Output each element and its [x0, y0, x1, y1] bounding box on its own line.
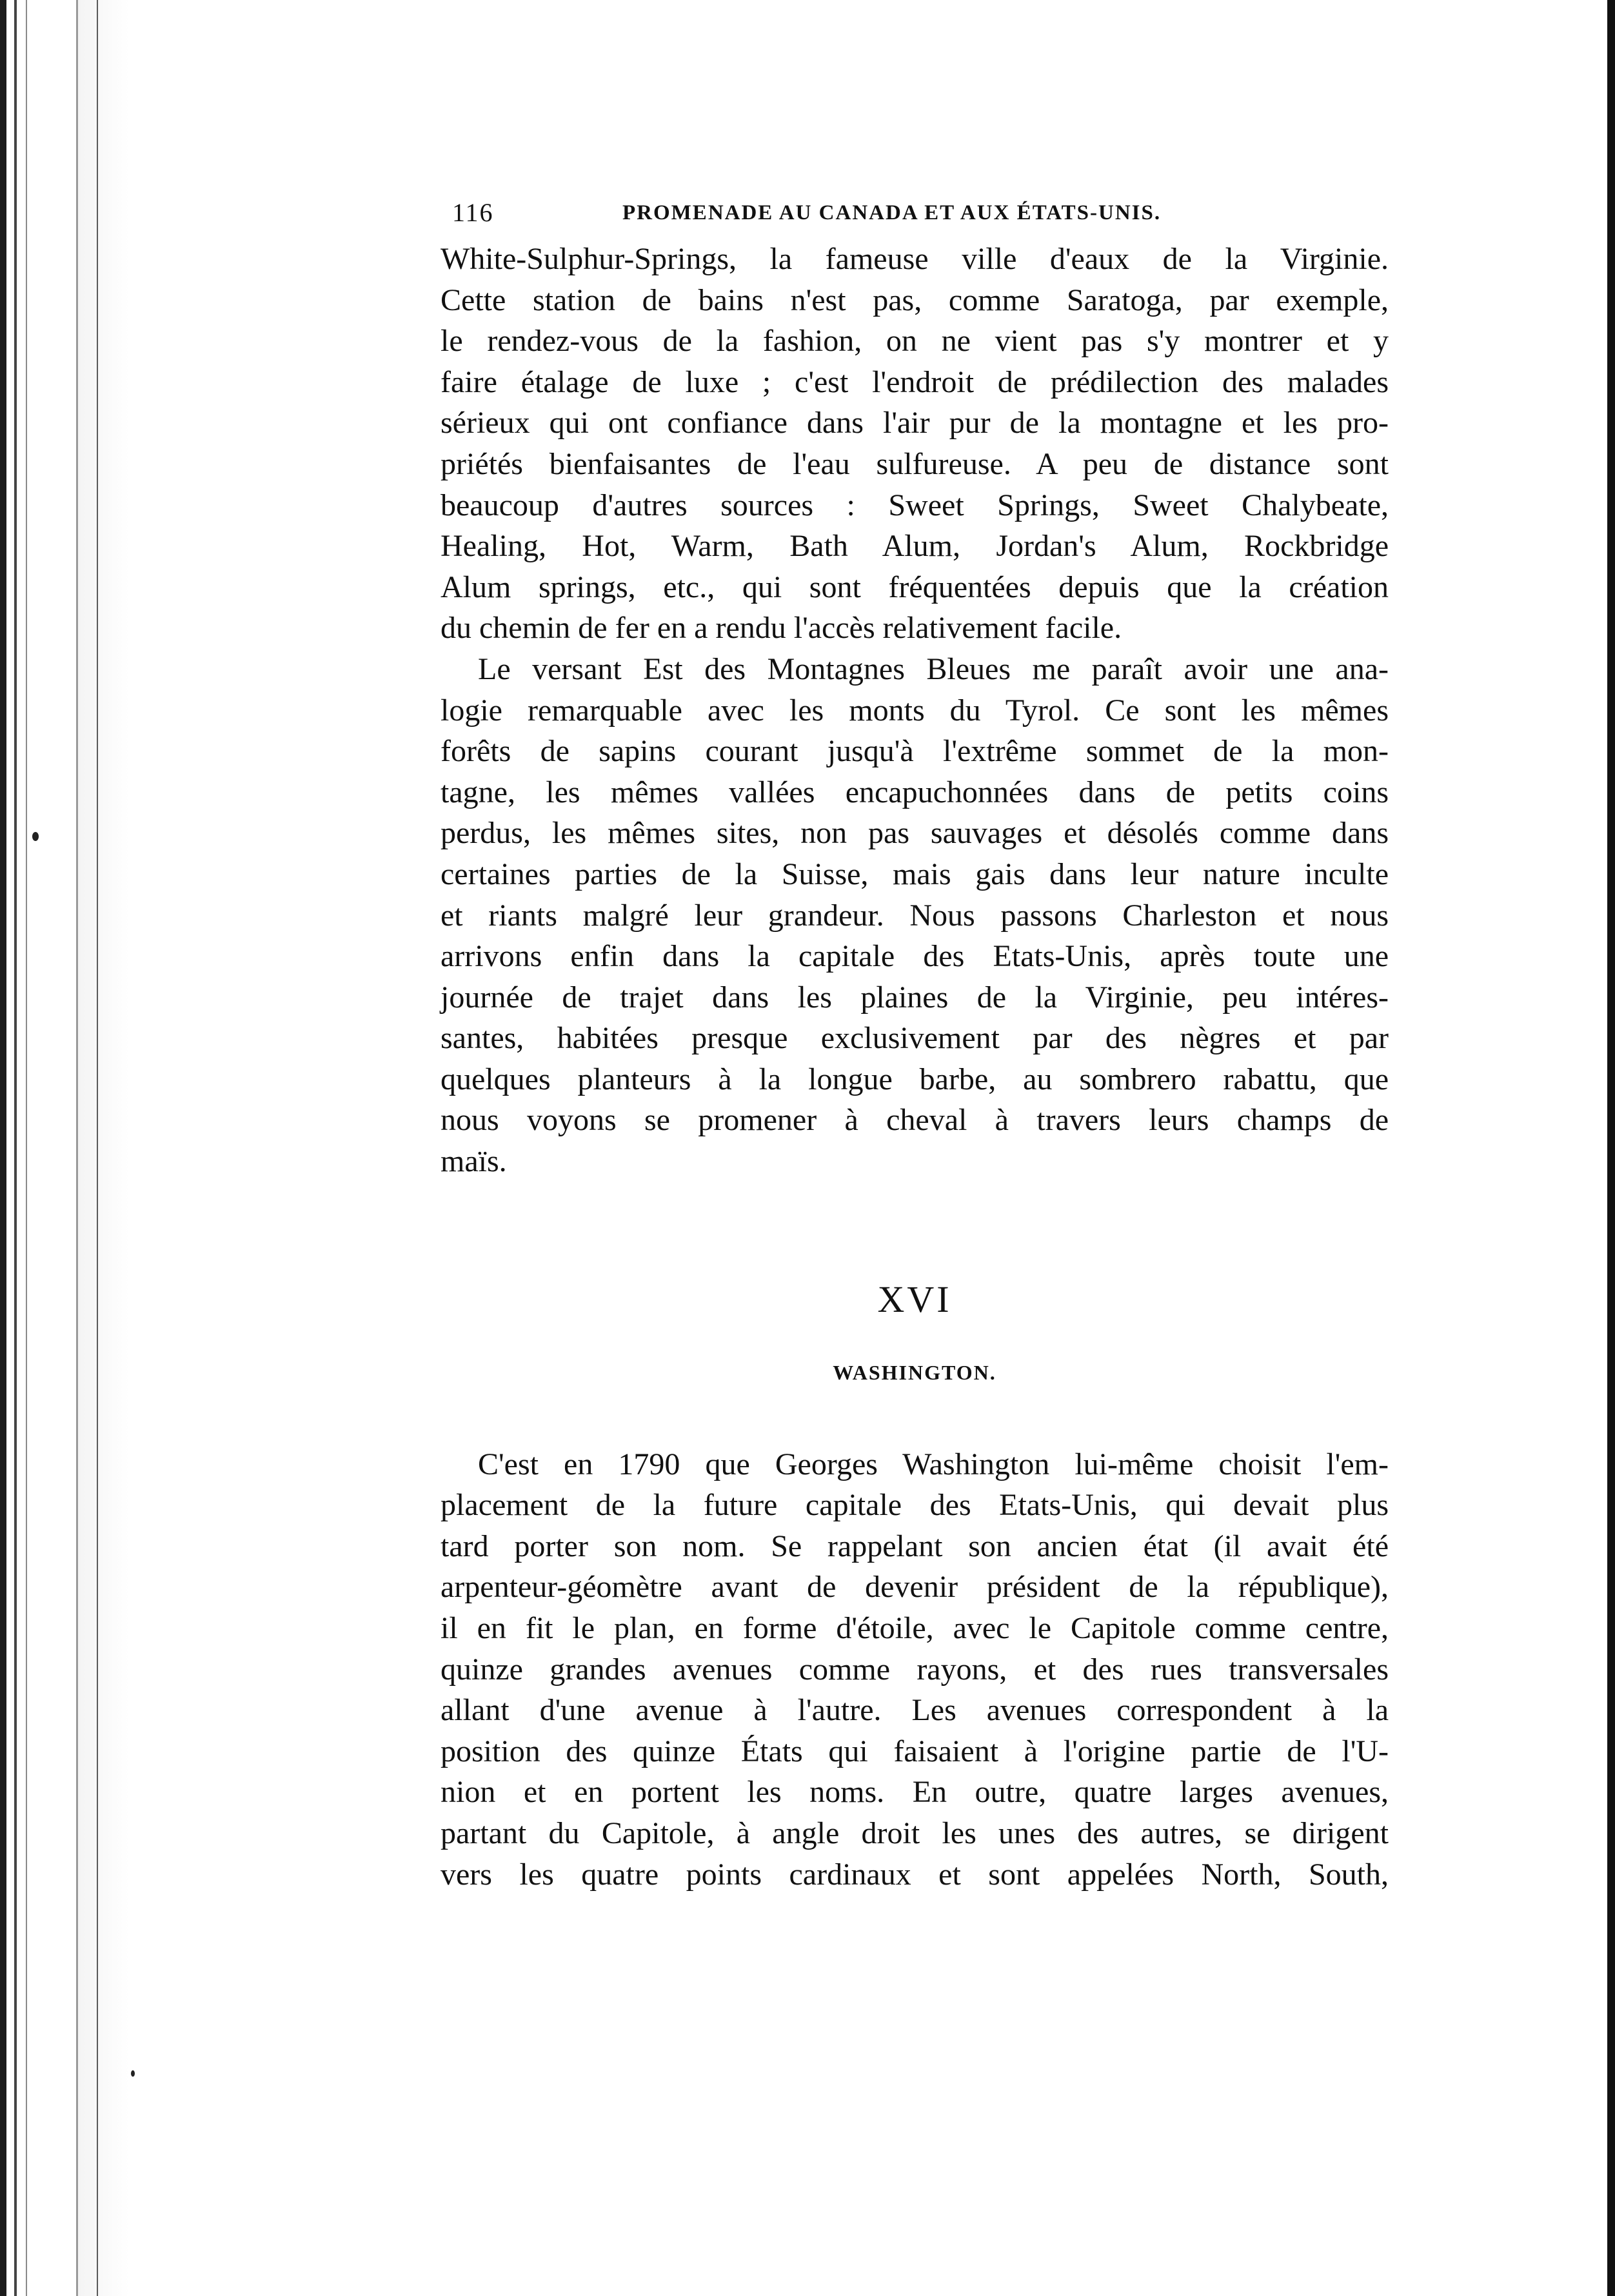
- running-head: [441, 193, 1389, 239]
- text-line: maïs.: [441, 1144, 507, 1179]
- text-line: allant d'une avenue à l'autre. Les avenues correspondent à la: [441, 1693, 1389, 1728]
- text-line: Healing, Hot, Warm, Bath Alum, Jordan's Alum, Rockbridge: [441, 529, 1389, 564]
- text-line: nous voyons se promener à cheval à travers leurs champs de: [441, 1103, 1389, 1138]
- text-line: position des quinze États qui faisaient à l'origine partie de l'U-: [441, 1734, 1389, 1768]
- scan-binding-line: [97, 0, 98, 2296]
- chapter-title: WASHINGTON.: [833, 1360, 996, 1384]
- paragraph-3: [441, 1444, 1389, 1895]
- text-line: Cette station de bains n'est pas, comme Saratoga, par exemple,: [441, 282, 1389, 317]
- book-page: [441, 193, 1389, 1895]
- text-line: perdus, les mêmes sites, non pas sauvages et désolés comme dans: [441, 816, 1389, 851]
- text-line: le rendez-vous de la fashion, on ne vient pas s'y montrer et y: [441, 324, 1389, 359]
- text-line: partant du Capitole, à angle droit les unes des autres, se dirigent: [441, 1816, 1389, 1850]
- text-line: faire étalage de luxe ; c'est l'endroit de prédilection des malades: [441, 364, 1389, 399]
- text-line: C'est en 1790 que Georges Washington lui-même choisit l'em-: [478, 1447, 1389, 1481]
- text-line: vers les quatre points cardinaux et sont appelées North, South,: [441, 1857, 1389, 1892]
- text-line: sérieux qui ont confiance dans l'air pur de la montagne et les pro-: [441, 406, 1389, 440]
- text-line: et riants malgré leur grandeur. Nous passons Charleston et nous: [441, 898, 1389, 933]
- text-line: tard porter son nom. Se rappelant son ancien état (il avait été: [441, 1529, 1389, 1563]
- scan-left-edge: [0, 0, 129, 2296]
- text-line: quinze grandes avenues comme rayons, et des rues transversales: [441, 1652, 1389, 1687]
- text-line: beaucoup d'autres sources : Sweet Springs, Sweet Chalybeate,: [441, 488, 1389, 522]
- paragraph-1: [441, 239, 1389, 649]
- text-line: quelques planteurs à la longue barbe, au sombrero rabattu, que: [441, 1062, 1389, 1096]
- text-line: tagne, les mêmes vallées encapuchonnées dans de petits coins: [441, 775, 1389, 809]
- text-line: il en fit le plan, en forme d'étoile, avec le Capitole comme centre,: [441, 1611, 1389, 1646]
- text-line: White-Sulphur-Springs, la fameuse ville d'eaux de la Virginie.: [441, 242, 1389, 276]
- text-line: arpenteur-géomètre avant de devenir président de la république),: [441, 1570, 1389, 1605]
- scan-right-edge: [1607, 0, 1615, 2296]
- text-line: forêts de sapins courant jusqu'à l'extrême sommet de la mon-: [441, 734, 1389, 769]
- text-line: santes, habitées presque exclusivement par des nègres et par: [441, 1021, 1389, 1056]
- text-line: journée de trajet dans les plaines de la Virginie, peu intéres-: [441, 980, 1389, 1014]
- text-line: logie remarquable avec les monts du Tyrol. Ce sont les mêmes: [441, 693, 1389, 727]
- text-line: arrivons enfin dans la capitale des Etats-Unis, après toute une: [441, 939, 1389, 974]
- text-line: Alum springs, etc., qui sont fréquentées depuis que la création: [441, 569, 1389, 604]
- chapter-number: XVI: [877, 1278, 952, 1320]
- paragraph-2: [441, 649, 1389, 1182]
- text-line: priétés bienfaisantes de l'eau sulfureuse. A peu de distance sont: [441, 446, 1389, 481]
- running-title: PROMENADE AU CANADA ET AUX ÉTATS-UNIS.: [622, 201, 1162, 224]
- text-line: placement de la future capitale des Etats-Unis, qui devait plus: [441, 1488, 1389, 1523]
- text-line: nion et en portent les noms. En outre, quatre larges avenues,: [441, 1775, 1389, 1810]
- text-line: certaines parties de la Suisse, mais gais dans leur nature inculte: [441, 856, 1389, 891]
- page-number: 116: [452, 198, 494, 227]
- scan-speck: [131, 2070, 135, 2077]
- text-line: du chemin de fer en a rendu l'accès relativement facile.: [441, 611, 1122, 646]
- text-line: Le versant Est des Montagnes Bleues me paraît avoir une ana-: [478, 651, 1389, 686]
- scan-speck: [32, 832, 39, 841]
